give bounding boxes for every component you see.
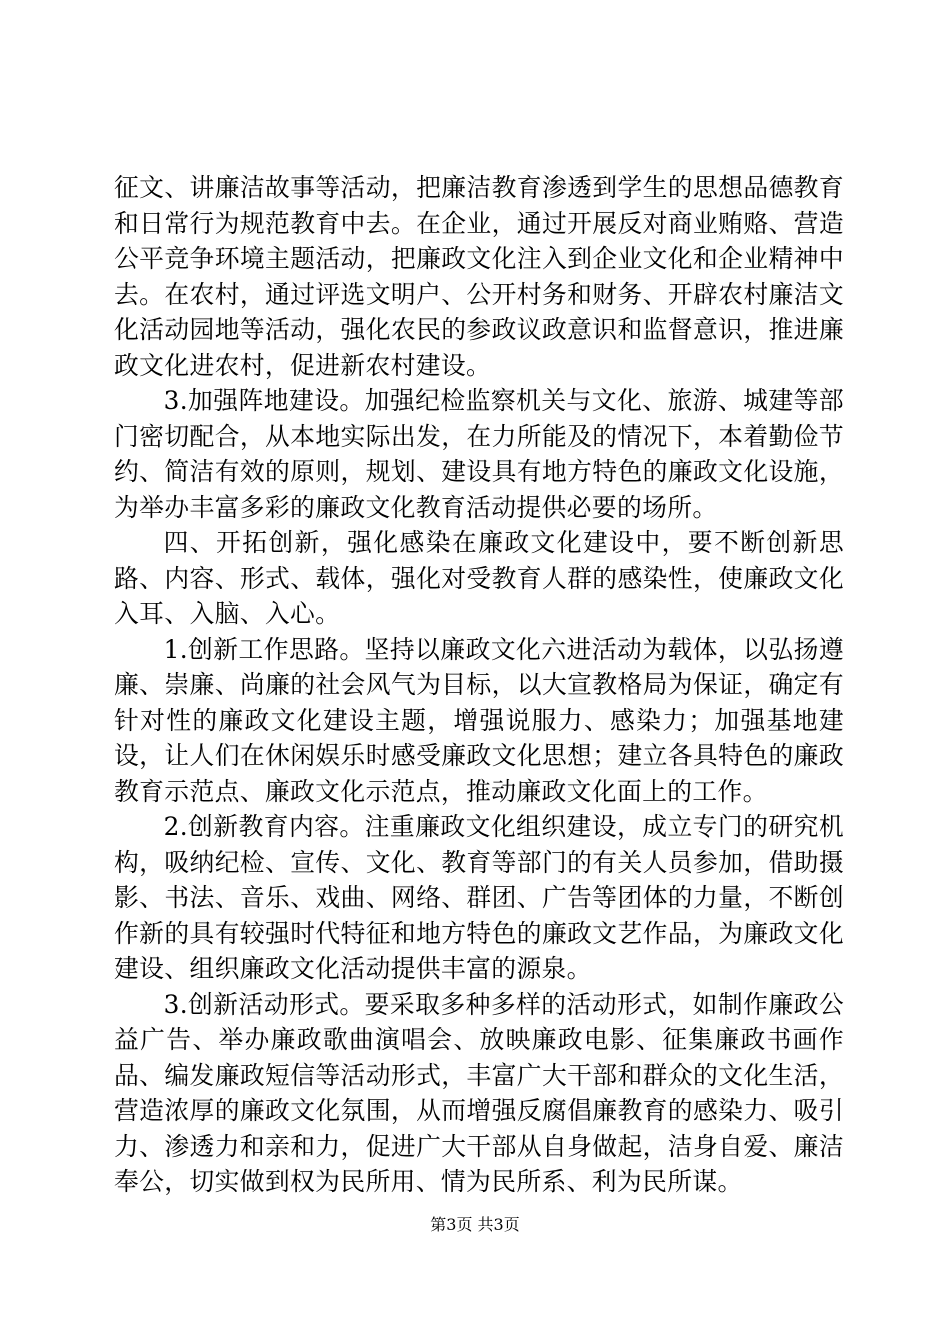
paragraph-1: 征文、讲廉洁故事等活动，把廉洁教育渗透到学生的思想品德教育和日常行为规范教育中去。在企业，通过开展反对商业贿赂、营造公平竞争环境主题活动，把廉政文化注入到企业文化和企业精神中去。在农村，通过评选文明户、公开村务和财务、开辟农村廉洁文化活动园地等活动，强化农民的参政议政意识和监督意识，推进廉政文化进农村，促进新农村建设。 [114,173,844,380]
paragraph-6: 3.创新活动形式。要采取多种多样的活动形式，如制作廉政公益广告、举办廉政歌曲演唱会、放映廉政电影、征集廉政书画作品、编发廉政短信等活动形式，丰富广大干部和群众的文化生活，营造浓厚的廉政文化氛围，从而增强反腐倡廉教育的感染力、吸引力、渗透力和亲和力，促进广大干部从自身做起，洁身自爱、廉洁奉公，切实做到权为民所用、情为民所系、利为民所谋。 [114,989,844,1196]
paragraph-4: 1.创新工作思路。坚持以廉政文化六进活动为载体，以弘扬遵廉、崇廉、尚廉的社会风气为目标，以大宣教格局为保证，确定有针对性的廉政文化建设主题，增强说服力、感染力；加强基地建设，让人们在休闲娱乐时感受廉政文化思想；建立各具特色的廉政教育示范点、廉政文化示范点，推动廉政文化面上的工作。 [114,634,844,806]
document-body [114,170,844,1200]
page-footer: 第3页 共3页 [430,1215,520,1234]
paragraph-5: 2.创新教育内容。注重廉政文化组织建设，成立专门的研究机构，吸纳纪检、宣传、文化、教育等部门的有关人员参加，借助摄影、书法、音乐、戏曲、网络、群团、广告等团体的力量，不断创作新的具有较强时代特征和地方特色的廉政文艺作品，为廉政文化建设、组织廉政文化活动提供丰富的源泉。 [114,812,844,983]
paragraph-2: 3.加强阵地建设。加强纪检监察机关与文化、旅游、城建等部门密切配合，从本地实际出发，在力所能及的情况下，本着勤俭节约、简洁有效的原则，规划、建设具有地方特色的廉政文化设施，为举办丰富多彩的廉政文化教育活动提供必要的场所。 [114,386,844,522]
paragraph-3: 四、开拓创新，强化感染在廉政文化建设中，要不断创新思路、内容、形式、载体，强化对受教育人群的感染性，使廉政文化入耳、入脑、入心。 [114,528,844,628]
